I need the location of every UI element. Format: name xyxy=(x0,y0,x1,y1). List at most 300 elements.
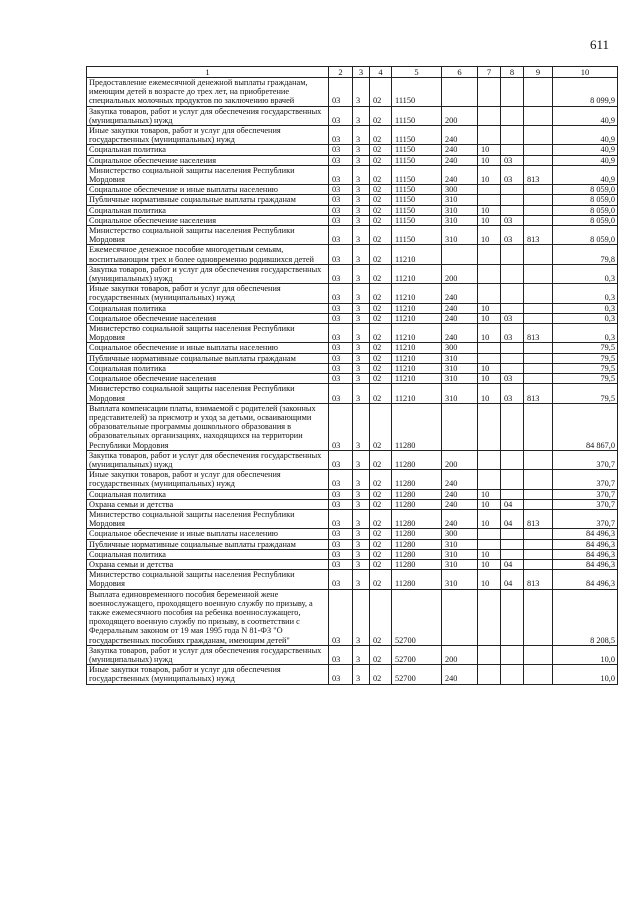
row-code-cell: 310 xyxy=(442,374,478,384)
row-code-cell: 03 xyxy=(329,353,353,363)
row-code-cell xyxy=(478,353,501,363)
row-code-cell: 3 xyxy=(353,403,370,450)
row-code-cell xyxy=(478,665,501,684)
row-code-cell: 11150 xyxy=(392,126,442,145)
row-name-cell: Иные закупки товаров, работ и услуг для обеспечения государственных (муниципальных) нужд xyxy=(87,126,329,145)
row-code-cell xyxy=(524,539,553,549)
row-amount-cell: 40,9 xyxy=(553,126,618,145)
row-code-cell: 02 xyxy=(370,470,392,489)
row-code-cell: 310 xyxy=(442,353,478,363)
row-code-cell xyxy=(524,403,553,450)
row-code-cell: 10 xyxy=(478,205,501,215)
table-row xyxy=(87,245,618,264)
row-code-cell: 10 xyxy=(478,165,501,184)
table-row xyxy=(87,384,618,403)
row-name-cell: Министерство социальной защиты населения Республики Мордовия xyxy=(87,509,329,528)
row-amount-cell: 8 208,5 xyxy=(553,589,618,645)
row-amount-cell: 0,3 xyxy=(553,313,618,323)
row-code-cell: 11150 xyxy=(392,155,442,165)
row-code-cell: 3 xyxy=(353,185,370,195)
row-name-cell: Социальное обеспечение и иные выплаты населению xyxy=(87,343,329,353)
row-code-cell xyxy=(524,303,553,313)
row-name-cell: Публичные нормативные социальные выплаты гражданам xyxy=(87,195,329,205)
row-amount-cell: 8 059,0 xyxy=(553,226,618,245)
row-code-cell: 813 xyxy=(524,324,553,343)
row-code-cell xyxy=(501,106,524,125)
row-code-cell: 03 xyxy=(329,195,353,205)
row-code-cell xyxy=(524,106,553,125)
row-name-cell: Социальное обеспечение и иные выплаты населению xyxy=(87,529,329,539)
row-code-cell: 310 xyxy=(442,539,478,549)
row-amount-cell: 8 059,0 xyxy=(553,215,618,225)
row-name-cell: Социальная политика xyxy=(87,549,329,559)
row-amount-cell: 0,3 xyxy=(553,324,618,343)
table-row xyxy=(87,106,618,125)
row-amount-cell: 84 496,3 xyxy=(553,539,618,549)
table-row xyxy=(87,559,618,569)
page-number: 611 xyxy=(590,37,610,52)
row-name-cell: Иные закупки товаров, работ и услуг для обеспечения государственных (муниципальных) нужд xyxy=(87,665,329,684)
row-code-cell xyxy=(501,363,524,373)
row-code-cell: 02 xyxy=(370,559,392,569)
row-code-cell: 3 xyxy=(353,145,370,155)
row-code-cell: 240 xyxy=(442,489,478,499)
row-code-cell xyxy=(478,185,501,195)
row-code-cell: 11150 xyxy=(392,205,442,215)
table-row xyxy=(87,145,618,155)
row-code-cell: 310 xyxy=(442,559,478,569)
row-code-cell xyxy=(524,374,553,384)
row-code-cell xyxy=(478,529,501,539)
row-name-cell: Охрана семьи и детства xyxy=(87,559,329,569)
row-code-cell: 04 xyxy=(501,499,524,509)
row-code-cell: 813 xyxy=(524,509,553,528)
row-code-cell: 11210 xyxy=(392,245,442,264)
row-code-cell: 3 xyxy=(353,450,370,469)
row-code-cell: 02 xyxy=(370,645,392,664)
row-code-cell: 3 xyxy=(353,303,370,313)
row-code-cell: 02 xyxy=(370,205,392,215)
row-code-cell: 52700 xyxy=(392,645,442,664)
row-code-cell xyxy=(524,195,553,205)
row-code-cell: 310 xyxy=(442,226,478,245)
row-code-cell: 02 xyxy=(370,155,392,165)
row-code-cell: 02 xyxy=(370,403,392,450)
row-code-cell: 02 xyxy=(370,353,392,363)
row-code-cell xyxy=(478,264,501,283)
row-amount-cell: 84 496,3 xyxy=(553,570,618,589)
row-code-cell xyxy=(478,78,501,107)
row-code-cell xyxy=(501,353,524,363)
row-code-cell: 10 xyxy=(478,499,501,509)
table-row xyxy=(87,353,618,363)
row-code-cell: 10 xyxy=(478,215,501,225)
row-code-cell: 3 xyxy=(353,165,370,184)
row-code-cell: 240 xyxy=(442,470,478,489)
row-code-cell: 03 xyxy=(329,185,353,195)
row-code-cell: 03 xyxy=(329,303,353,313)
row-code-cell xyxy=(501,549,524,559)
row-code-cell: 10 xyxy=(478,384,501,403)
row-name-cell: Социальная политика xyxy=(87,205,329,215)
row-code-cell: 03 xyxy=(501,374,524,384)
row-code-cell: 3 xyxy=(353,313,370,323)
row-code-cell: 52700 xyxy=(392,665,442,684)
row-code-cell: 03 xyxy=(329,284,353,303)
row-code-cell xyxy=(524,489,553,499)
row-name-cell: Социальное обеспечение населения xyxy=(87,313,329,323)
row-code-cell: 03 xyxy=(329,145,353,155)
row-name-cell: Публичные нормативные социальные выплаты гражданам xyxy=(87,353,329,363)
row-code-cell: 240 xyxy=(442,126,478,145)
row-amount-cell: 84 867,0 xyxy=(553,403,618,450)
row-code-cell: 03 xyxy=(329,363,353,373)
header-cell: 3 xyxy=(353,67,370,78)
row-code-cell: 11210 xyxy=(392,324,442,343)
row-name-cell: Предоставление ежемесячной денежной выплаты гражданам, имеющим детей в возрасте до трех лет, на приобретение специальных молочных продуктов по заключению врачей xyxy=(87,78,329,107)
row-code-cell: 240 xyxy=(442,499,478,509)
table-row xyxy=(87,185,618,195)
row-amount-cell: 79,5 xyxy=(553,343,618,353)
row-code-cell xyxy=(478,284,501,303)
row-code-cell: 310 xyxy=(442,549,478,559)
row-code-cell: 11210 xyxy=(392,313,442,323)
header-cell: 8 xyxy=(501,67,524,78)
row-name-cell: Социальная политика xyxy=(87,145,329,155)
row-code-cell: 03 xyxy=(329,165,353,184)
row-code-cell xyxy=(501,205,524,215)
header-cell: 10 xyxy=(553,67,618,78)
row-code-cell: 200 xyxy=(442,106,478,125)
row-code-cell xyxy=(478,195,501,205)
row-code-cell: 02 xyxy=(370,226,392,245)
row-code-cell xyxy=(442,245,478,264)
table-row xyxy=(87,165,618,184)
row-code-cell xyxy=(524,215,553,225)
row-code-cell xyxy=(524,245,553,264)
row-code-cell: 3 xyxy=(353,126,370,145)
row-code-cell xyxy=(524,499,553,509)
row-code-cell xyxy=(524,284,553,303)
row-code-cell: 3 xyxy=(353,489,370,499)
row-code-cell: 10 xyxy=(478,549,501,559)
row-amount-cell: 8 059,0 xyxy=(553,185,618,195)
row-code-cell: 200 xyxy=(442,450,478,469)
row-code-cell xyxy=(478,539,501,549)
row-code-cell: 813 xyxy=(524,226,553,245)
row-code-cell: 240 xyxy=(442,509,478,528)
row-code-cell: 310 xyxy=(442,205,478,215)
row-code-cell: 10 xyxy=(478,155,501,165)
row-code-cell xyxy=(524,450,553,469)
row-code-cell: 03 xyxy=(329,205,353,215)
row-code-cell: 200 xyxy=(442,264,478,283)
row-code-cell: 02 xyxy=(370,374,392,384)
row-code-cell xyxy=(442,403,478,450)
row-code-cell: 10 xyxy=(478,226,501,245)
row-code-cell: 03 xyxy=(329,324,353,343)
row-code-cell: 02 xyxy=(370,570,392,589)
row-code-cell xyxy=(524,155,553,165)
row-code-cell xyxy=(524,559,553,569)
row-code-cell xyxy=(501,126,524,145)
row-code-cell: 11150 xyxy=(392,215,442,225)
row-code-cell: 03 xyxy=(329,78,353,107)
row-name-cell: Публичные нормативные социальные выплаты гражданам xyxy=(87,539,329,549)
row-code-cell xyxy=(478,343,501,353)
row-code-cell: 03 xyxy=(329,450,353,469)
table-row xyxy=(87,343,618,353)
row-code-cell: 11280 xyxy=(392,539,442,549)
row-code-cell: 11210 xyxy=(392,363,442,373)
row-code-cell xyxy=(501,645,524,664)
row-code-cell: 240 xyxy=(442,303,478,313)
row-code-cell: 03 xyxy=(329,384,353,403)
row-code-cell: 03 xyxy=(329,106,353,125)
row-code-cell: 02 xyxy=(370,165,392,184)
row-code-cell: 02 xyxy=(370,303,392,313)
row-code-cell: 11150 xyxy=(392,226,442,245)
row-code-cell: 3 xyxy=(353,384,370,403)
row-code-cell: 3 xyxy=(353,343,370,353)
row-code-cell: 240 xyxy=(442,145,478,155)
row-code-cell: 11280 xyxy=(392,570,442,589)
row-code-cell: 02 xyxy=(370,589,392,645)
row-code-cell: 11280 xyxy=(392,509,442,528)
row-amount-cell: 40,9 xyxy=(553,145,618,155)
row-code-cell: 813 xyxy=(524,165,553,184)
row-amount-cell: 8 099,9 xyxy=(553,78,618,107)
table-row xyxy=(87,313,618,323)
row-amount-cell: 40,9 xyxy=(553,165,618,184)
row-code-cell: 03 xyxy=(329,264,353,283)
row-code-cell: 3 xyxy=(353,539,370,549)
row-code-cell: 03 xyxy=(329,155,353,165)
row-code-cell: 02 xyxy=(370,665,392,684)
row-code-cell xyxy=(524,185,553,195)
row-amount-cell: 40,9 xyxy=(553,155,618,165)
row-code-cell: 10 xyxy=(478,559,501,569)
table-row xyxy=(87,499,618,509)
row-name-cell: Социальная политика xyxy=(87,363,329,373)
row-code-cell: 310 xyxy=(442,384,478,403)
table-row xyxy=(87,363,618,373)
table-row xyxy=(87,264,618,283)
row-code-cell: 03 xyxy=(329,570,353,589)
budget-table xyxy=(86,66,618,685)
row-code-cell: 11210 xyxy=(392,353,442,363)
table-row xyxy=(87,470,618,489)
row-code-cell: 11280 xyxy=(392,489,442,499)
table-row xyxy=(87,324,618,343)
row-name-cell: Социальное обеспечение населения xyxy=(87,215,329,225)
row-name-cell: Иные закупки товаров, работ и услуг для обеспечения государственных (муниципальных) нужд xyxy=(87,284,329,303)
row-code-cell xyxy=(478,645,501,664)
row-amount-cell: 84 496,3 xyxy=(553,549,618,559)
row-code-cell: 04 xyxy=(501,570,524,589)
row-amount-cell: 370,7 xyxy=(553,450,618,469)
row-code-cell: 02 xyxy=(370,529,392,539)
table-row xyxy=(87,529,618,539)
row-code-cell: 3 xyxy=(353,570,370,589)
table-row xyxy=(87,126,618,145)
row-code-cell: 240 xyxy=(442,284,478,303)
row-code-cell: 03 xyxy=(501,324,524,343)
row-name-cell: Министерство социальной защиты населения Республики Мордовия xyxy=(87,570,329,589)
row-code-cell: 11210 xyxy=(392,374,442,384)
row-code-cell: 3 xyxy=(353,559,370,569)
row-code-cell: 03 xyxy=(501,165,524,184)
row-code-cell: 02 xyxy=(370,185,392,195)
row-name-cell: Закупка товаров, работ и услуг для обеспечения государственных (муниципальных) нужд xyxy=(87,264,329,283)
row-code-cell: 3 xyxy=(353,106,370,125)
row-code-cell: 11150 xyxy=(392,106,442,125)
row-code-cell xyxy=(524,78,553,107)
row-code-cell: 10 xyxy=(478,374,501,384)
row-code-cell xyxy=(501,665,524,684)
row-name-cell: Иные закупки товаров, работ и услуг для обеспечения государственных (муниципальных) нужд xyxy=(87,470,329,489)
row-code-cell: 11150 xyxy=(392,78,442,107)
row-code-cell: 3 xyxy=(353,215,370,225)
table-row xyxy=(87,303,618,313)
row-amount-cell: 370,7 xyxy=(553,509,618,528)
row-code-cell: 3 xyxy=(353,589,370,645)
table-row xyxy=(87,78,618,107)
row-code-cell xyxy=(501,303,524,313)
row-name-cell: Министерство социальной защиты населения Республики Мордовия xyxy=(87,226,329,245)
row-code-cell: 11210 xyxy=(392,384,442,403)
row-code-cell: 3 xyxy=(353,78,370,107)
table-row xyxy=(87,539,618,549)
row-code-cell: 03 xyxy=(329,539,353,549)
row-code-cell: 300 xyxy=(442,343,478,353)
row-code-cell: 240 xyxy=(442,155,478,165)
row-name-cell: Социальная политика xyxy=(87,303,329,313)
row-code-cell: 813 xyxy=(524,384,553,403)
table-row xyxy=(87,665,618,684)
row-code-cell xyxy=(524,645,553,664)
row-code-cell: 03 xyxy=(329,589,353,645)
row-code-cell: 10 xyxy=(478,303,501,313)
row-code-cell: 02 xyxy=(370,106,392,125)
row-code-cell xyxy=(524,363,553,373)
row-code-cell: 3 xyxy=(353,665,370,684)
row-code-cell xyxy=(478,245,501,264)
row-amount-cell: 79,5 xyxy=(553,353,618,363)
row-name-cell: Охрана семьи и детства xyxy=(87,499,329,509)
row-code-cell xyxy=(524,353,553,363)
row-code-cell: 240 xyxy=(442,665,478,684)
row-code-cell xyxy=(524,205,553,215)
row-code-cell: 02 xyxy=(370,215,392,225)
row-amount-cell: 79,5 xyxy=(553,374,618,384)
row-code-cell: 11150 xyxy=(392,185,442,195)
row-code-cell xyxy=(501,145,524,155)
row-code-cell xyxy=(478,126,501,145)
row-code-cell xyxy=(501,539,524,549)
header-cell: 2 xyxy=(329,67,353,78)
row-code-cell: 3 xyxy=(353,226,370,245)
row-code-cell: 02 xyxy=(370,363,392,373)
row-code-cell xyxy=(501,470,524,489)
row-name-cell: Закупка товаров, работ и услуг для обеспечения государственных (муниципальных) нужд xyxy=(87,450,329,469)
row-code-cell: 11280 xyxy=(392,549,442,559)
row-code-cell xyxy=(501,195,524,205)
row-code-cell xyxy=(501,185,524,195)
row-name-cell: Социальное обеспечение населения xyxy=(87,155,329,165)
row-code-cell: 04 xyxy=(501,559,524,569)
row-code-cell: 02 xyxy=(370,489,392,499)
row-code-cell: 02 xyxy=(370,450,392,469)
row-amount-cell: 79,8 xyxy=(553,245,618,264)
row-code-cell: 11280 xyxy=(392,499,442,509)
row-code-cell xyxy=(501,78,524,107)
row-code-cell: 03 xyxy=(329,215,353,225)
row-code-cell xyxy=(501,264,524,283)
row-code-cell: 02 xyxy=(370,539,392,549)
row-code-cell: 03 xyxy=(329,645,353,664)
header-cell: 5 xyxy=(392,67,442,78)
row-name-cell: Министерство социальной защиты населения Республики Мордовия xyxy=(87,324,329,343)
row-code-cell: 3 xyxy=(353,205,370,215)
row-code-cell: 3 xyxy=(353,284,370,303)
row-code-cell: 10 xyxy=(478,509,501,528)
table-row xyxy=(87,155,618,165)
row-code-cell xyxy=(524,549,553,559)
row-code-cell: 10 xyxy=(478,363,501,373)
row-code-cell: 02 xyxy=(370,126,392,145)
row-code-cell: 240 xyxy=(442,165,478,184)
row-name-cell: Министерство социальной защиты населения Республики Мордовия xyxy=(87,384,329,403)
row-code-cell: 02 xyxy=(370,264,392,283)
row-name-cell: Социальное обеспечение и иные выплаты населению xyxy=(87,185,329,195)
row-code-cell: 03 xyxy=(329,549,353,559)
row-code-cell: 11210 xyxy=(392,264,442,283)
row-amount-cell: 0,3 xyxy=(553,264,618,283)
row-code-cell: 03 xyxy=(329,529,353,539)
row-code-cell xyxy=(524,470,553,489)
row-code-cell xyxy=(478,106,501,125)
row-code-cell xyxy=(524,264,553,283)
row-code-cell: 11210 xyxy=(392,284,442,303)
row-code-cell xyxy=(501,284,524,303)
row-code-cell: 310 xyxy=(442,363,478,373)
table-row xyxy=(87,450,618,469)
table-row xyxy=(87,549,618,559)
row-code-cell: 03 xyxy=(501,215,524,225)
row-code-cell xyxy=(478,403,501,450)
row-code-cell: 3 xyxy=(353,509,370,528)
row-code-cell xyxy=(524,145,553,155)
row-code-cell: 03 xyxy=(329,509,353,528)
row-code-cell: 10 xyxy=(478,145,501,155)
row-code-cell xyxy=(442,78,478,107)
row-code-cell: 11150 xyxy=(392,165,442,184)
header-cell: 6 xyxy=(442,67,478,78)
row-code-cell: 03 xyxy=(501,313,524,323)
row-code-cell: 10 xyxy=(478,313,501,323)
row-code-cell: 02 xyxy=(370,313,392,323)
row-code-cell: 11150 xyxy=(392,195,442,205)
row-code-cell: 11210 xyxy=(392,343,442,353)
table-row xyxy=(87,403,618,450)
row-code-cell: 02 xyxy=(370,324,392,343)
row-amount-cell: 79,5 xyxy=(553,384,618,403)
row-code-cell: 03 xyxy=(329,374,353,384)
row-code-cell xyxy=(478,470,501,489)
row-code-cell: 52700 xyxy=(392,589,442,645)
row-name-cell: Закупка товаров, работ и услуг для обеспечения государственных (муниципальных) нужд xyxy=(87,645,329,664)
